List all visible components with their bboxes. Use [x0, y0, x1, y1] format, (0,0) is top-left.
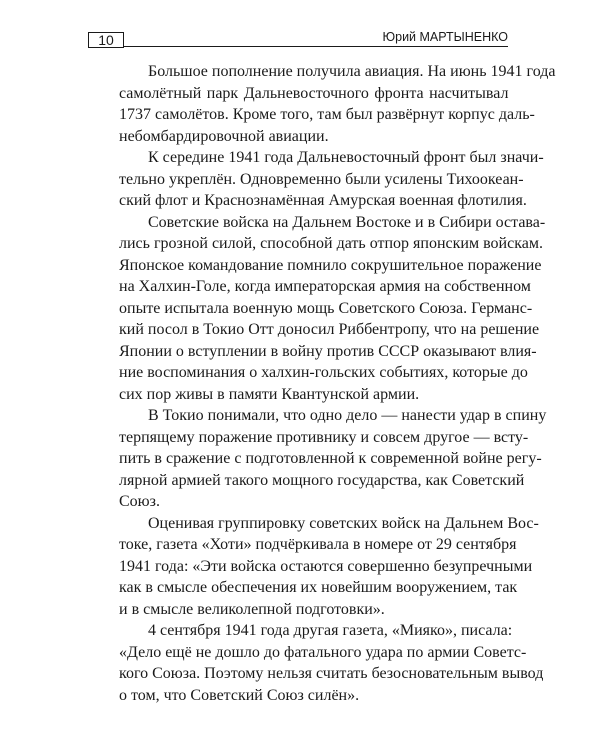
text-line: тельно укреплён. Одновременно были усилены Тихоокеан- [119, 170, 524, 188]
text-line: ние воспоминания о халхин-гольских событиях, которые до [119, 364, 528, 381]
text-line: 4 сентября 1941 года другая газета, «Мияко», писала: [148, 622, 513, 639]
text-line: лись грозной силой, способной дать отпор японским войскам. [119, 235, 543, 252]
paragraph [90, 61, 556, 147]
text-line: К середине 1941 года Дальневосточный фронт был значи- [148, 149, 544, 166]
paragraph [90, 513, 539, 621]
page-number: 10 [88, 32, 124, 48]
text-line: Советские войска на Дальнем Востоке и в Сибири остава- [148, 213, 546, 231]
text-line: кий посол в Токио Отт доносил Риббентропу, что на решение [119, 321, 540, 338]
text-line: 1737 самолётов. Кроме того, там был развёрнут корпус даль- [119, 106, 535, 123]
text-line: 1941 года: «Эти войска остаются совершенно безупречными [119, 557, 533, 575]
text-line: самолётный парк Дальневосточного фронта насчитывал [119, 84, 509, 102]
body-text [90, 61, 556, 706]
text-line: и в смысле великолепной подготовки». [119, 600, 385, 618]
text-line: терпящему поражение противнику и совсем другое — всту- [119, 428, 529, 446]
text-line: как в смысле обеспечения их новейшим вооружением, так [119, 579, 518, 596]
paragraph [90, 212, 546, 406]
text-line: небомбардировочной авиации. [119, 127, 329, 145]
text-line: Большое пополнение получила авиация. На июнь 1941 года [148, 63, 556, 80]
paragraph [90, 147, 544, 212]
text-line: пить в сражение с подготовленной к современной войне регу- [119, 450, 542, 467]
text-line: Японское командование помнило сокрушительное поражение [119, 256, 542, 274]
paragraph [90, 405, 547, 513]
running-header [88, 30, 508, 48]
header-rule [124, 46, 508, 47]
text-line: Оценивая группировку советских войск на Дальнем Вос- [148, 514, 539, 532]
text-line: кого Союза. Поэтому нельзя считать безосновательным вывод [119, 665, 544, 682]
text-line: сих пор живы в памяти Квантунской армии. [119, 385, 420, 403]
text-line: ский флот и Краснознамённая Амурская военная флотилия. [119, 192, 527, 209]
running-title: Юрий МАРТЫНЕНКО [376, 30, 508, 44]
text-line: лярной армией такого мощного государства, как Советский [119, 471, 525, 489]
text-line: Японии о вступлении в войну против СССР оказывают влия- [119, 342, 537, 360]
text-line: на Халхин-Голе, когда императорская армия на собственном [119, 278, 531, 295]
text-line: Союз. [119, 493, 160, 510]
text-line: опыте испытала военную мощь Советского Союза. Германс- [119, 299, 533, 317]
text-line: «Дело ещё не дошло до фатального удара по армии Советс- [119, 643, 527, 661]
text-line: В Токио понимали, что одно дело — нанести удар в спину [148, 407, 547, 424]
text-line: токе, газета «Хоти» подчёркивала в номере от 29 сентября [119, 536, 517, 553]
text-line: о том, что Советский Союз силён». [119, 686, 360, 704]
paragraph [90, 620, 544, 706]
